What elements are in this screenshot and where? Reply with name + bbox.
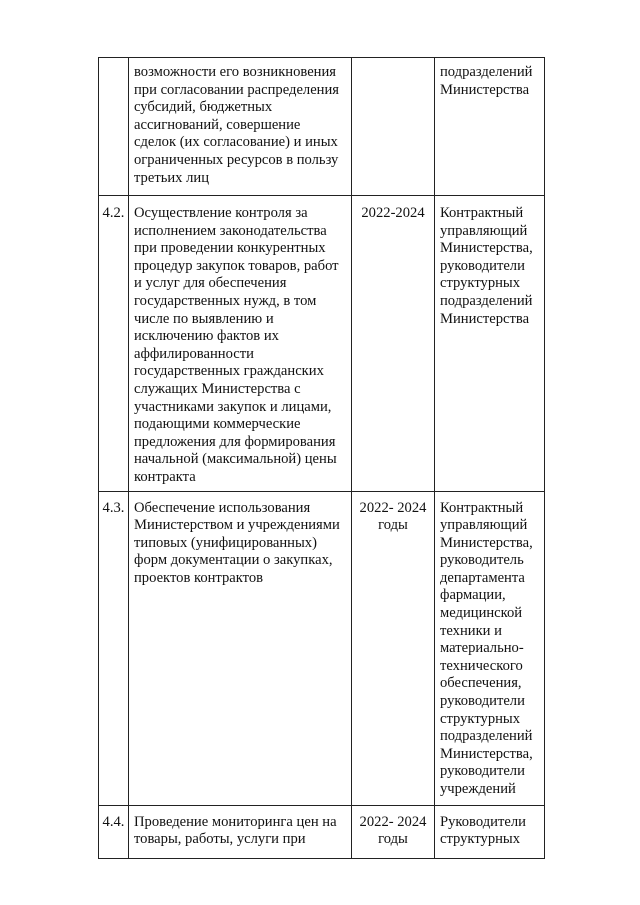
- text-line: структурных: [440, 710, 521, 727]
- deadline: [352, 805, 435, 858]
- text-line: 2022- 2024: [359, 499, 427, 516]
- text-line: 2022-2024: [361, 205, 425, 221]
- text-line: Министерства: [440, 81, 530, 98]
- text-line: товары, работы, услуги при: [134, 831, 306, 848]
- table-row: [99, 805, 545, 858]
- text-line: ассигнований, совершение: [134, 116, 301, 133]
- text-line: руководитель: [440, 552, 524, 569]
- text-line: Министерства,: [440, 240, 533, 257]
- text-line: проектов контрактов: [134, 569, 264, 586]
- text-line: годы: [378, 517, 408, 534]
- responsible: [435, 196, 545, 492]
- text-line: третьих лиц: [134, 169, 210, 186]
- text-line: предложения для формирования: [134, 433, 336, 450]
- text-line: при проведении конкурентных: [134, 240, 326, 257]
- text-line: руководители: [440, 257, 525, 274]
- text-line: подразделений: [440, 292, 533, 309]
- text-line: Руководители: [440, 813, 526, 830]
- measures-table: [98, 57, 545, 859]
- text-line: руководители: [440, 763, 525, 780]
- deadline: [352, 491, 435, 805]
- text-line: структурных: [440, 275, 521, 292]
- deadline: [352, 58, 435, 196]
- text-line: обеспечения,: [440, 675, 522, 692]
- responsible: [435, 805, 545, 858]
- text-line: государственных гражданских: [134, 363, 324, 380]
- text-line: Обеспечение использования: [134, 499, 311, 516]
- text-line: исключению фактов их: [134, 328, 279, 345]
- measure-description: [129, 58, 352, 196]
- text-line: Министерства,: [440, 534, 533, 551]
- text-line: государственных нужд, в том: [134, 292, 317, 309]
- text-line: Контрактный: [440, 205, 524, 221]
- text-line: учреждений: [440, 781, 516, 797]
- text-line: подающими коммерческие: [134, 416, 301, 433]
- text-line: техники и: [440, 622, 502, 639]
- row-number: 4.3.: [99, 491, 129, 805]
- text-line: участниками закупок и лицами,: [134, 398, 332, 415]
- responsible: [435, 491, 545, 805]
- text-line: аффилированности: [134, 345, 254, 362]
- measure-description: [129, 196, 352, 492]
- text-line: управляющий: [440, 517, 528, 534]
- row-number: 4.2.: [99, 196, 129, 492]
- text-line: Контрактный: [440, 499, 524, 516]
- text-line: 2022- 2024: [359, 813, 427, 830]
- responsible: [435, 58, 545, 196]
- text-line: числе по выявлению и: [134, 310, 274, 327]
- table-row: [99, 58, 545, 196]
- text-line: субсидий, бюджетных: [134, 99, 273, 116]
- text-line: управляющий: [440, 222, 528, 239]
- text-line: структурных: [440, 831, 521, 848]
- text-line: Министерством и учреждениями: [134, 517, 340, 534]
- text-line: процедур закупок товаров, работ: [134, 257, 339, 274]
- measure-description: [129, 805, 352, 858]
- text-line: фармации,: [440, 587, 506, 604]
- text-line: Министерства,: [440, 745, 533, 762]
- text-line: при согласовании распределения: [134, 81, 340, 98]
- text-line: подразделений: [440, 64, 533, 80]
- text-line: исполнением законодательства: [134, 222, 327, 239]
- row-number: 4.4.: [99, 805, 129, 858]
- text-line: департамента: [440, 569, 525, 586]
- row-number: [99, 58, 129, 196]
- text-line: технического: [440, 657, 523, 674]
- text-line: контракта: [134, 468, 196, 485]
- text-line: медицинской: [440, 605, 523, 622]
- text-line: возможности его возникновения: [134, 64, 337, 80]
- text-line: сделок (их согласование) и иных: [134, 134, 338, 151]
- text-line: Министерства: [440, 310, 530, 327]
- measure-description: [129, 491, 352, 805]
- text-line: начальной (максимальной) цены: [134, 451, 337, 468]
- text-line: Осуществление контроля за: [134, 205, 308, 221]
- text-line: форм документации о закупках,: [134, 552, 333, 569]
- text-line: ограниченных ресурсов в пользу: [134, 151, 339, 168]
- text-line: и услуг для обеспечения: [134, 275, 287, 292]
- text-line: годы: [378, 831, 408, 848]
- text-line: руководители: [440, 693, 525, 710]
- table-row: [99, 196, 545, 492]
- text-line: служащих Министерства с: [134, 380, 301, 397]
- text-line: типовых (унифицированных): [134, 534, 317, 551]
- text-line: материально-: [440, 640, 524, 657]
- table-row: [99, 491, 545, 805]
- text-line: Проведение мониторинга цен на: [134, 813, 337, 830]
- deadline: [352, 196, 435, 492]
- text-line: подразделений: [440, 728, 533, 745]
